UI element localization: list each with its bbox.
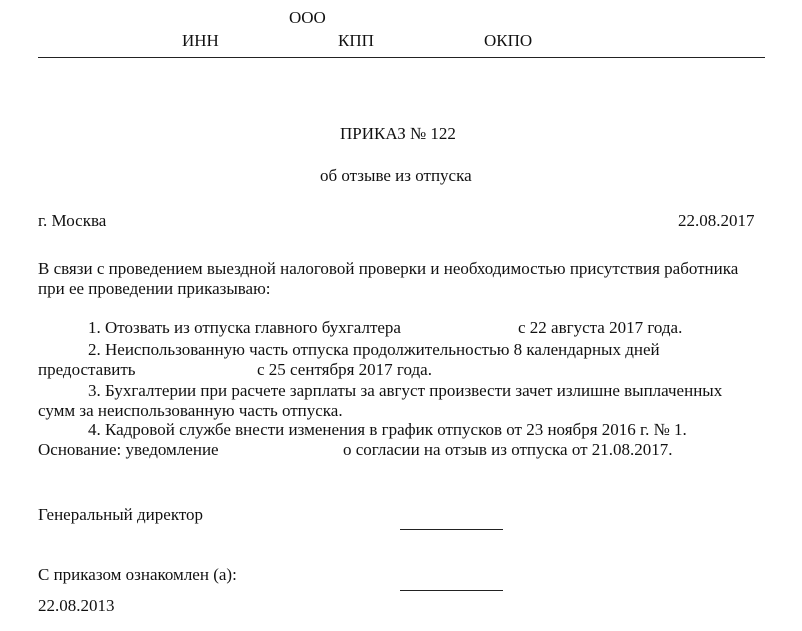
kpp-label: КПП <box>338 31 374 50</box>
intro-line-1: В связи с проведением выездной налоговой проверки и необходимостью присутствия работника <box>38 259 739 278</box>
header-divider <box>38 57 765 58</box>
order-title: ПРИКАЗ № 122 <box>340 124 456 143</box>
item-2-date: с 25 сентября 2017 года. <box>257 360 432 379</box>
director-title: Генеральный директор <box>38 505 204 524</box>
item-3-text: 3. Бухгалтерии при расчете зарплаты за август произвести зачет излишне выплаченных <box>88 381 723 400</box>
item-3-continuation: сумм за неиспользованную часть отпуска. <box>38 401 343 420</box>
item-2-text: 2. Неиспользованную часть отпуска продолжительностью 8 календарных дней <box>88 340 660 359</box>
acquainted-date: 22.08.2013 <box>38 596 115 615</box>
item-4-text: 4. Кадровой службе внести изменения в график отпусков от 23 ноября 2016 г. № 1. <box>88 420 687 439</box>
basis-label: Основание: уведомление <box>38 440 219 459</box>
basis-text: о согласии на отзыв из отпуска от 21.08.2017. <box>343 440 673 459</box>
org-name: ООО <box>289 8 326 27</box>
intro-line-2: при ее проведении приказываю: <box>38 279 271 298</box>
acquainted-label: С приказом ознакомлен (а): <box>38 565 237 584</box>
acquainted-signature-line <box>400 590 503 591</box>
okpo-label: ОКПО <box>484 31 533 50</box>
director-signature-line <box>400 529 503 530</box>
inn-label: ИНН <box>182 31 219 50</box>
item-2-provide: предоставить <box>38 360 136 379</box>
item-1-text: 1. Отозвать из отпуска главного бухгалтера <box>88 318 401 337</box>
order-subject: об отзыве из отпуска <box>320 166 472 185</box>
order-date: 22.08.2017 <box>678 211 755 230</box>
item-1-date: с 22 августа 2017 года. <box>518 318 683 337</box>
order-place: г. Москва <box>38 211 107 230</box>
